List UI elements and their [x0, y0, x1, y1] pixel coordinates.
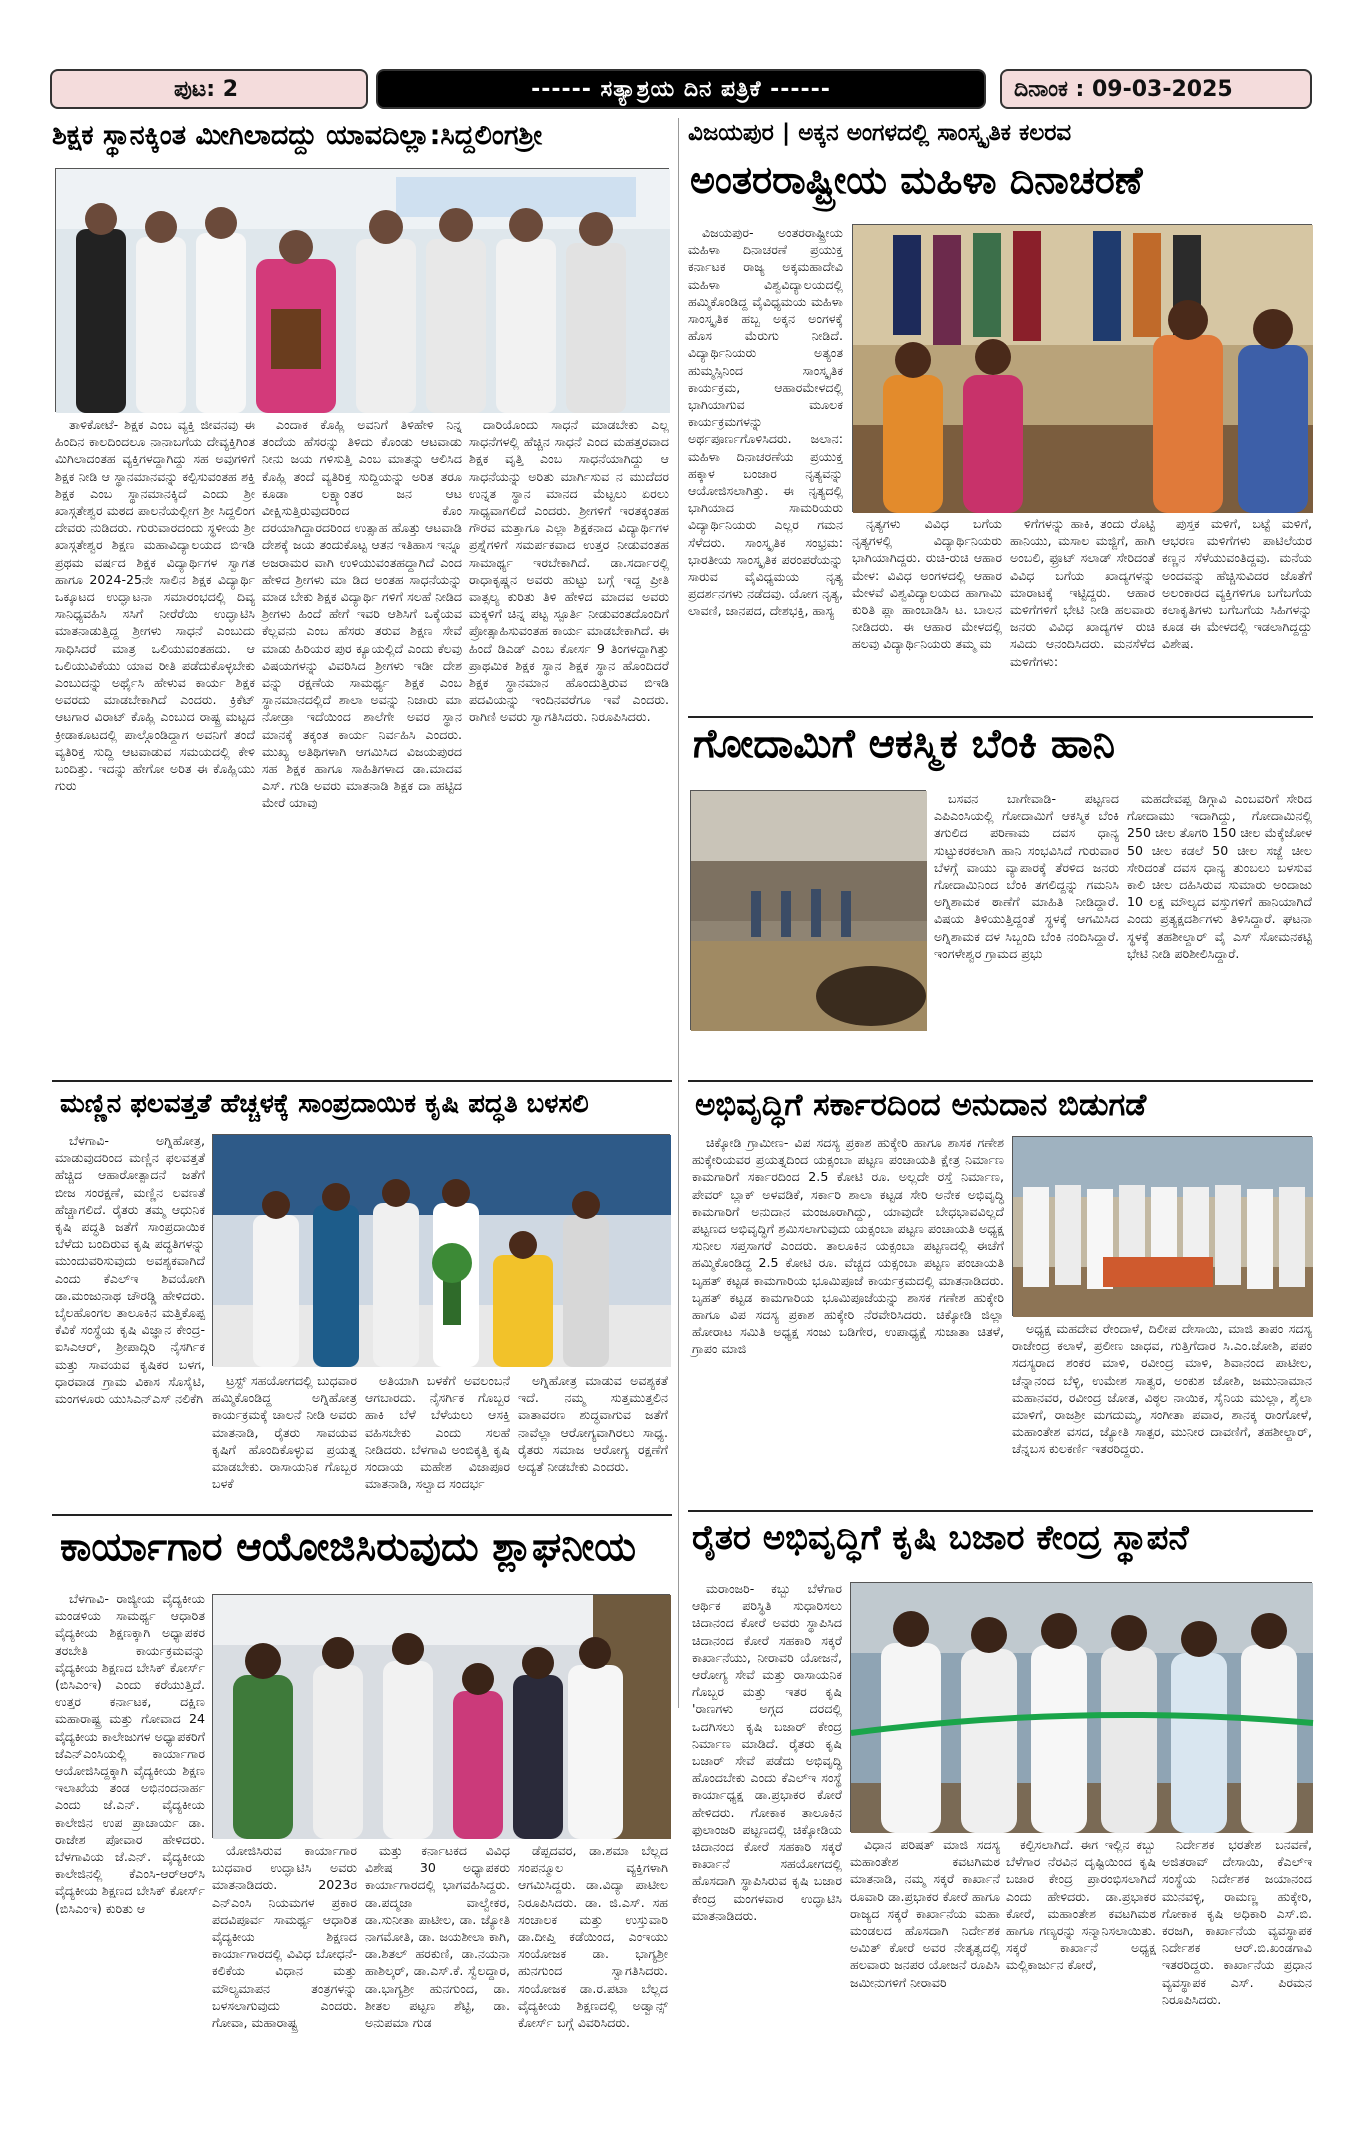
teacher-text-2: ಎಂದಾಕ ಕೊಹ್ಲಿ ಅವನಿಗೆ ತಿಳಿಹೇಳಿ ನಿನ್ನ ತಂದೆಯ ಹೆಸರನ್ನು ತಿಳಿದು ಕೊಂಡು ಆಟವಾಡು ನೀನು ಜಯ ಗಳಿಸುತ್ತಿ ಎಂಬ ಮಾತನ್ನು ಆಲಿಸಿದ ಕೊಹ್ಲಿ ತಂದೆ ವ್ಯತಿರಿಕ್ತ ಸುದ್ದಿಯನ್ನು ಅರಿತ ತರೂ ಕೂಡಾ ಲಕ್ಷ್ಯಾಂತರ ಜನ ಆಟ ವೀಕ್ಷಿಸುತ್ತಿರುವುದರಿಂದ ಕೊಂ ದರಯಾಗಿದ್ದಾರದರಿಂದ ಉತ್ಸಾಹ ಹೊತ್ತು ಆಟವಾಡಿ ದೇಶಕ್ಕೆ ಜಯ ತಂದುಕೊಟ್ಟ ಆತನ ಇತಿಹಾಸ ಇನ್ನೂ ಅಜರಾಮರ ವಾಗಿ ಉಳಿಯುವಂತಹದ್ದಾಗಿದೆ ಎಂದ ಹೇಳಿದ ಶ್ರೀಗಳು ಮಾ ಡಿದ ಅಂತಹ ಸಾಧನೆಯನ್ನು ಮಾಡ ಬೇಕು ಶಿಕ್ಷಕ ವಿದ್ಯಾರ್ಥಿ ಗಳಿಗೆ ಸಲಹೆ ನೀಡಿದ ಶ್ರೀಗಳು ಹಿಂದೆ ಹೇಗೆ ಇವರಿ ಆಶಿಸಿಗೆ ಒಕ್ಕೆಯವ ಕೆಲ್ಲವನು ಎಂಬ ಹೆಸರು ತರುವ ಶಿಕ್ಷಣ ಸೇವೆ ಮಾಡು ಹಿರಿಯರ ಪುರ ಕ್ಯೂಯಲ್ಲಿದೆ ಎಂದು ಕೆಲವು ವಿಷಯಗಳನ್ನು ವಿವರಿಸಿದ ಶ್ರೀಗಳು ಇಡೀ ದೇಶ ವನ್ನು ರಕ್ಷಣೆಯ ಸಾಮರ್ಥ್ಯ ಶಿಕ್ಷಕ ಎಂಬ ಸ್ಥಾನಮಾನದಲ್ಲಿದೆ ಶಾಲಾ ಅವನ್ನು ನಿಜಾರು ಮಾ ನೋಡ್ರಾ ಇದೆಯಿಂದ ಶಾಲೆಗೇ ಅವರ ಸ್ಥಾನ ಮಾನಕ್ಕೆ ತಕ್ಕಂತ ಕಾರ್ಯ ನಿರ್ವಹಿಸಿ ಎಂದರು. ಮುಖ್ಯ ಅತಿಥಿಗಳಾಗಿ ಆಗಮಿಸಿದ ವಿಜಯಪುರದ ಸಹ ಶಿಕ್ಷಕ ಹಾಗೂ ಸಾಹಿತಿಗಳಾದ ಡಾ.ಮಾದವ ಎಸ್. ಗುಡಿ ಅವರು ಮಾತನಾಡಿ ಶಿಕ್ಷಕ ದಾ ಹಟ್ಟಿದ ಮೇರೆ ಯಾವು	[262, 417, 462, 811]
soil-text-4: ಅಗ್ನಿಹೋತ್ರ ಮಾಡುವ ಅವಶ್ಯಕತೆ ಇದೆ. ನಮ್ಮ ಸುತ್ತಮುತ್ತಲಿನ ವಾತಾವರಣ ಶುದ್ಧವಾಗುವ ಜತೆಗೆ ನಾವೆಲ್ಲಾ ಆರೋಗ್ಯವಾಗಿರಲು ಸಾಧ್ಯ. ರೈತರು ಸಮಾಜ ಆರೋಗ್ಯ ರಕ್ಷಣೆಗೆ ಅದ್ಯತೆ ನೀಡಬೇಕು ಎಂದರು.	[518, 1373, 668, 1475]
godown-headline: ಗೋದಾಮಿಗೆ ಆಕಸ್ಮಿಕ ಬೆಂಕಿ ಹಾನಿ	[693, 721, 1116, 767]
page-number-box	[50, 69, 368, 109]
godown-col-2	[1127, 790, 1312, 1030]
farmers-text-1: ವಿಧಾನ ಪರಿಷತ್ ಮಾಜಿ ಸದಸ್ಯ ಮಹಾಂತೇಶ ಕವಟಗಿಮಠ ಮಾತನಾಡಿ, ನಮ್ಮ ಸಕ್ಕರೆ ಕಾರ್ಖಾನೆ ರೂವಾರಿ ಡಾ.ಪ್ರಭಾಕರ ಕೋರೆ ಹಾಗೂ ರಾಜ್ಯದ ಸಕ್ಕರೆ ಕಾರ್ಖಾನೆಯ ಮಹಾ ಮಂಡಲದ ಹೊಸದಾಗಿ ನಿರ್ದೇಶಕ ಅಮಿತ್ ಕೋರೆ ಅವರ ನೇತೃತ್ವದಲ್ಲಿ ಹಲವಾರು ಜನಪರ ಯೋಜನೆ ರೂಪಿಸಿ ಜಮೀನುಗಳಿಗೆ ನೀರಾವರಿ	[850, 1837, 1000, 1990]
teacher-text-1: ತಾಳಿಕೋಟೆ- ಶಿಕ್ಷಕ ಎಂಬ ವ್ಯಕ್ತಿ ಜೀವನವು ಈ ಹಿಂದಿನ ಕಾಲದಿಂದಲೂ ನಾನಾಬಗೆಯ ದೇವ್ಯಕ್ತಿಗಿಂತ ಮಿಗಿಲಾದಂತಹ ವ್ಯಕ್ತಿಗಳದ್ದಾಗಿದ್ದು ಸಹ ಅವುಗಳಿಗೆ ಶಿಕ್ಷಕ ನೀಡಿ ಆ ಸ್ಥಾನಮಾನವನ್ನು ಕಲ್ಪಿಸುವಂತಹ ಶಕ್ತಿ ಶಿಕ್ಷಕ ಎಂಬ ಸ್ಥಾನಮಾನಕ್ಕಿದೆ ಎಂದು ಶ್ರೀ ಖಾಸ್ಗತೇಶ್ವರ ಮಠದ ಪಾಲನೆಯಲ್ಲೀಗ ಶ್ರೀ ಸಿದ್ದಲಿಂಗ ದೇವರು ನುಡಿದರು. ಗುರುವಾರದಂದು ಸ್ಥಳೀಯ ಶ್ರೀ ಖಾಸ್ಗತೇಶ್ವರ ಶಿಕ್ಷಣ ಮಹಾವಿದ್ಯಾಲಯದ ಬಿಇಡಿ ಪ್ರಥಮ ವರ್ಷದ ಶಿಕ್ಷಕ ವಿದ್ಯಾರ್ಥಿಗಳ ಸ್ವಾಗತ ಹಾಗೂ 2024-25ನೇ ಸಾಲಿನ ಶಿಕ್ಷಕ ವಿದ್ಯಾರ್ಥಿ ಒಕ್ಕೂಟದ ಉದ್ಘಾಟನಾ ಸಮಾರಂಭದಲ್ಲಿ ದಿವ್ಯ ಸಾನಿಧ್ಯವಹಿಸಿ ಸಸಿಗೆ ನೀರೆರೆಯಿ ಉದ್ಘಾಟಿಸಿ ಮಾತನಾಡುತ್ತಿದ್ದ ಶ್ರೀಗಳು ಸಾಧನೆ ಎಂಬುದು ಸಾಧಿಸಿದರೆ ಮಾತ್ರ ಒಲಿಯುವಂತಹದು. ಆ ಒಲಿಯುವಿಕೆಯು ಯಾವ ರೀತಿ ಪಡೆದುಕೊಳ್ಳಬೇಕು ಎಂಬುದನ್ನು ಅರ್ಥೈಸಿ ಹೇಳುವ ಕಾರ್ಯ ಶಿಕ್ಷಕ ಅವರದು ಮಾಡಬೇಕಾಗಿದೆ ಎಂದರು. ಕ್ರಿಕೆಟ್ ಆಟಗಾರ ವಿರಾಟ್ ಕೊಹ್ಲಿ ಎಂಬುದ ರಾಷ್ಟ್ರ ಮಟ್ಟದ ಕ್ರೀಡಾಕೂಟದಲ್ಲಿ ಪಾಲ್ಗೊಂಡಿದ್ದಾಗ ಅವನಿಗೆ ತಂದೆ ವ್ಯತಿರಿಕ್ತ ಸುದ್ದಿ ಆಟವಾಡುವ ಸಮಯದಲ್ಲಿ ಕೇಳಿ ಬಂದಿತ್ತು. ಇದನ್ನು ಹೇಗೋ ಅರಿತ ಈ ಕೊಹ್ಲಿಯು ಗುರು	[55, 417, 255, 794]
page-number: ಪುಟ: 2	[174, 76, 239, 102]
date-label: ದಿನಾಂಕ : 09-03-2025	[1014, 76, 1233, 102]
workshop-text-4: ಡೆಪ್ಪದವರ, ಡಾ.ಶಮಾ ಬೆಲ್ಲದ ಸಂಪನ್ಮೂಲ ವ್ಯಕ್ತಿಗಳಾಗಿ ಆಗಮಿಸಿದ್ದರು. ಡಾ.ವಿದ್ಯಾ ಪಾಟೀಲ ನಿರೂಪಿಸಿದರು. ಡಾ. ಜಿ.ಎಸ್. ಸಹ ಸಂಚಾಲಕ ಮತ್ತು ಉಸ್ತುವಾರಿ ಡಾ.ದೀಪ್ತಿ ಕಡೆಯಿಂದ, ಎಂಇಯು ಸಂಯೋಜಕ ಡಾ. ಭಾಗ್ಯಶ್ರೀ ಹುನಗುಂದ ಸ್ವಾಗತಿಸಿದರು. ಸಂಯೋಜಕ ಡಾ.ರ.ಪಟಾ ಬೆಲ್ಲದ ವೈದ್ಯಕೀಯ ಶಿಕ್ಷಣದಲ್ಲಿ ಅಡ್ವಾನ್ಸ್ ಕೋರ್ಸ್ ಬಗ್ಗೆ ವಿವರಿಸಿದರು.	[518, 1843, 668, 2031]
godown-text-2: ಮಹದೇವಪ್ಪ ಡಿಗ್ಗಾವಿ ಎಂಬವರಿಗೆ ಸೇರಿದ ಗೋದಾಮು ಇದಾಗಿದ್ದು, ಗೋದಾಮಿನಲ್ಲಿ 250 ಚೀಲ ತೊಗರಿ 150 ಚೀಲ ಮೆಕ್ಕೆಜೋಳ 50 ಚೀಲ ಕಡಲೆ 50 ಚೀಲ ಸಜ್ಜೆ ಚೀಲ ಸೇರಿದಂತೆ ದವಸ ಧಾನ್ಯ ತುಂಬಲು ಬಳಸುವ ಕಾಲಿ ಚೀಲ ದಹಿಸಿರುವ ಸುಮಾರು ಅಂದಾಜು 10 ಲಕ್ಷ ಮೌಲ್ಯದ ವಸ್ತುಗಳಿಗೆ ಹಾನಿಯಾಗಿದೆ ಎಂದು ಪ್ರತ್ಯಕ್ಷದರ್ಶಿಗಳು ತಿಳಿಸಿದ್ದಾರೆ. ಘಟನಾ ಸ್ಥಳಕ್ಕೆ ತಹಶೀಲ್ದಾರ್ ವೈ ಎಸ್ ಸೋಮನಕಟ್ಟಿ ಭೇಟಿ ನೀಡಿ ಪರಿಶೀಲಿಸಿದ್ದಾರೆ.	[1127, 791, 1312, 961]
akkana-text-cap1: ನೃತ್ಯಗಳು ವಿವಿಧ ಬಗೆಯ ನೃತ್ಯಗಳಲ್ಲಿ ವಿದ್ಯಾರ್ಥಿನಿಯರು ಭಾಗಿಯಾಗಿದ್ದರು. ರುಚಿ-ರುಚಿ ಆಹಾರ ಮೇಳ: ವಿವಿಧ ಅಂಗಳದಲ್ಲಿ ಆಹಾರ ಮೇಳವೆ ವಿಶ್ವವಿದ್ಯಾಲಯದ ಹಾಗಾಮಿ ಕುರಿತಿ ಪ್ಲಾ ಹಾಂಬಾಡಿಸಿ ಟ. ಬಾಲನ ನೀಡಿದರು. ಈ ಆಹಾರ ಮೇಳದಲ್ಲಿ ಹಲವು ವಿದ್ಯಾರ್ಥಿನಿಯರು ತಮ್ಮ ಮ	[852, 516, 1002, 652]
soil-photo	[212, 1134, 670, 1366]
farmers-col-2	[1006, 1836, 1156, 2106]
column-divider	[678, 118, 679, 1708]
workshop-headline: ಕಾರ್ಯಾಗಾರ ಆಯೋಜಿಸಿರುವುದು ಶ್ಲಾಘನೀಯ	[60, 1525, 636, 1570]
akkana-caption-mid2	[852, 515, 1002, 715]
workshop-col-1	[55, 1590, 205, 2105]
workshop-text-2: ಯೋಜಿಸಿರುವ ಕಾರ್ಯಾಗಾರ ಬುಧವಾರ ಉದ್ಘಾಟಿಸಿ ಅವರು ಮಾತನಾಡಿದರು. 2023ರ ಎನ್‌ಎಂಸಿ ನಿಯಮಗಳ ಪ್ರಕಾರ ಪದವಿಪೂರ್ವ ಸಾಮರ್ಥ್ಯ ಆಧಾರಿತ ವೈದ್ಯಕೀಯ ಶಿಕ್ಷಣದ ಕಾರ್ಯಾಗಾರದಲ್ಲಿ ವಿವಿಧ ಬೋಧನೆ-ಕಲಿಕೆಯ ವಿಧಾನ ಮತ್ತು ಮೌಲ್ಯಮಾಪನ ತಂತ್ರಗಳನ್ನು ಬಳಸಲಾಗುವುದು ಎಂದರು. ಗೋವಾ, ಮಹಾರಾಷ್ಟ್ರ	[212, 1843, 357, 2031]
grant-col-1	[692, 1134, 1004, 1486]
akkana-col-mid	[688, 224, 843, 619]
workshop-col-4	[518, 1842, 668, 2105]
farmers-text-left: ಮರಾಂಜರಿ- ಕಬ್ಬು ಬೆಳೆಗಾರ ಆರ್ಥಿಕ ಪರಿಸ್ಥಿತಿ ಸುಧಾರಿಸಲು ಚಿದಾನಂದ ಕೋರೆ ಅವರು ಸ್ಥಾಪಿಸಿದ ಚಿದಾನಂದ ಕೋರೆ ಸಹಕಾರಿ ಸಕ್ಕರೆ ಕಾರ್ಖಾನೆಯು, ನೀರಾವರಿ ಯೋಜನೆ, ಆರೋಗ್ಯ ಸೇವೆ ಮತ್ತು ರಾಸಾಯನಿಕ ಗೊಬ್ಬರ ಮತ್ತು ಇತರ ಕೃಷಿ 'ರಾಣಗಳು ಅಗ್ಗದ ದರದಲ್ಲಿ ಒದಗಿಸಲು ಕೃಷಿ ಬಜಾರ್ ಕೇಂದ್ರ ನಿರ್ಮಾಣ ಮಾಡಿದೆ. ರೈತರು ಕೃಷಿ ಬಜಾರ್ ಸೇವೆ ಪಡೆದು ಅಭಿವೃದ್ಧಿ ಹೊಂದಬೇಕು ಎಂದು ಕೆಎಲ್‌ಇ ಸಂಸ್ಥೆ ಕಾರ್ಯಾಧ್ಯಕ್ಷ ಡಾ.ಪ್ರಭಾಕರ ಕೋರೆ ಹೇಳಿದರು. ಗೋಕಾಕ ತಾಲೂಕಿನ ಫುಲಾಂಜರಿ ಪಟ್ಟಣದಲ್ಲಿ ಚಿಕ್ಕೋಡಿಯ ಚಿದಾನಂದ ಕೋರೆ ಸಹಕಾರಿ ಸಕ್ಕರೆ ಕಾರ್ಖಾನೆ ಸಹಯೋಗದಲ್ಲಿ ಹೊಸದಾಗಿ ಸ್ಥಾಪಿಸಿರುವ ಕೃಷಿ ಬಜಾರ ಕೇಂದ್ರ ಮಂಗಳವಾರ ಉದ್ಘಾಟಿಸಿ ಮಾತನಾಡಿದರು.	[692, 1581, 842, 1923]
divider-left-1	[52, 1080, 672, 1082]
soil-text-1: ಬೆಳಗಾವಿ- ಅಗ್ನಿಹೋತ್ರ, ಮಾಡುವುದರಿಂದ ಮಣ್ಣಿನ ಫಲವತ್ತತೆ ಹೆಚ್ಚಿದ ಆಹಾರೋತ್ಪಾದನೆ ಜತೆಗೆ ಬೀಜ ಸಂರಕ್ಷಣೆ, ಮಣ್ಣಿನ ಲವಣತೆ ಹೆಚ್ಚಾಗಲಿದೆ. ರೈತರು ತಮ್ಮ ಆಧುನಿಕ ಕೃಷಿ ಪದ್ಧತಿ ಜತೆಗೆ ಸಾಂಪ್ರದಾಯಿಕ ಬೆಳೆದು ಬಂದಿರುವ ಕೃಷಿ ಪದ್ಧತಿಗಳನ್ನು ಮುಂದುವರಿಸುವುದು ಅವಶ್ಯಕವಾಗಿದೆ ಎಂದು ಕೆಎಲ್‌ಇ ಶಿವಯೋಗಿ ಡಾ.ಮಂಜುನಾಥ ಚೌರಡ್ಡಿ ಹೇಳಿದರು. ಬೈಲಹೊಂಗಲ ತಾಲೂಕಿನ ಮತ್ತಿಕೊಪ್ಪ ಕೆವಿಕೆ ಸಂಸ್ಥೆಯ ಕೃಷಿ ವಿಜ್ಞಾನ ಕೇಂದ್ರ-ಐಸಿಎಆರ್, ಶ್ರೀಪಾದ್ಗಿರಿ ನೈಸರ್ಗಿಕ ಮತ್ತು ಸಾವಯವ ಕೃಷಿಕರ ಬಳಗ, ಧಾರವಾಡ ಗ್ರಾಮ ವಿಕಾಸ ಸೊಸೈಟಿ, ಮಂಗಳೂರು ಯುಸಿಎನ್ಎಸ್ ನಲಿಕೆಗಿ	[55, 1133, 205, 1407]
date-box	[1000, 69, 1312, 109]
teacher-col-3	[469, 416, 669, 1048]
grant-text-2: ಅಧ್ಯಕ್ಷ ಮಹದೇವ ರೇಂದಾಳೆ, ದಿಲೀಪ ದೇಸಾಯಿ, ಮಾಜಿ ತಾಪಂ ಸದಸ್ಯ ರಾಜೇಂದ್ರ ಕಲಾಳೆ, ಪ್ರಲೀಣ ಜಾಧವ, ಗುತ್ತಿಗೆದಾರ ಸಿ.ಎಂ.ಜೋಶಿ, ಪಪಂ ಸದಸ್ಯರಾದ ಶಂಕರ ಮಾಳಿ, ರವೀಂದ್ರ ಮಾಳಿ, ಶಿವಾನಂದ ಪಾಟೀಲ, ಚೆನ್ನಾನಂದ ಬೆಳ್ಳಿ, ಉಮೇಶ ಸಾತ್ವರ, ಅಂಕುಶ ಜೋಶಿ, ಜಮುನಾಮಾನ ಮಹಾನವರ, ರವೀಂದ್ರ ಜೋತ, ವಿಠ್ಠಲ ನಾಯಿಕ, ಸೈನಿಯ ಮುಲ್ಲಾ, ಶೈಲಾ ಮಾಳಿಗೆ, ರಾಜಶ್ರೀ ಮಗದುಮ್ಮ, ಸಂಗೀತಾ ಪವಾರ, ಶಾನಕ್ಕ ರಾಂಗೋಳೆ, ಮಹಾಂತೇಶ ವಸದ, ಜ್ಯೋತಿ ಸಾತ್ಪರ, ಮುನೀರ ದಾವಣಿಗೆ, ತಹಶೀಲ್ದಾರ್, ಚೆನ್ನಬಸ ಕುಲಕರ್ಣಿ ಇತರರಿದ್ದರು.	[1012, 1321, 1312, 1457]
soil-col-3	[365, 1372, 510, 1492]
godown-text-1: ಬಸವನ ಬಾಗೇವಾಡಿ- ಪಟ್ಟಣದ ಎಪಿಎಂಸಿಯಲ್ಲಿ ಗೋದಾಮಿಗೆ ಆಕಸ್ಮಿಕ ಬೆಂಕಿ ತಗುಲಿದ ಪರಿಣಾಮ ದವಸ ಧಾನ್ಯ ಸುಟ್ಟುಕರಕಲಾಗಿ ಹಾನಿ ಸಂಭವಿಸಿದೆ ಗುರುವಾರ ಬೆಳಗ್ಗೆ ವಾಯು ವ್ಯಾಪಾರಕ್ಕೆ ತೆರಳಿದ ಜನರು ಗೋದಾಮಿನಿಂದ ಬೆಂಕಿ ತಗಲಿದ್ದನ್ನು ಗಮನಿಸಿ ಅಗ್ನಿಶಾಮಕ ಠಾಣೆಗೆ ಮಾಹಿತಿ ನೀಡಿದ್ದಾರೆ. ವಿಷಯ ತಿಳಿಯುತ್ತಿದ್ದಂತೆ ಸ್ಥಳಕ್ಕೆ ಆಗಮಿಸಿದ ಅಗ್ನಿಶಾಮಕ ದಳ ಸಿಬ್ಬಂದಿ ಬೆಂಕಿ ನಂದಿಸಿದ್ದಾರೆ. ಇಂಗಳೇಶ್ವರ ಗ್ರಾಮದ ಪ್ರಭು	[934, 791, 1119, 961]
grant-text-1: ಚಿಕ್ಕೋಡಿ ಗ್ರಾಮೀಣ- ವಿಪ ಸದಸ್ಯ ಪ್ರಕಾಶ ಹುಕ್ಕೇರಿ ಹಾಗೂ ಶಾಸಕ ಗಣೇಶ ಹುಕ್ಕೇರಿಯವರ ಪ್ರಯತ್ನದಿಂದ ಯಕ್ಸಂಬಾ ಪಟ್ಟಣ ಪಂಚಾಯತಿ ಕ್ಷೇತ್ರ ನಿರ್ಮಾಣ ಕಾಮಗಾರಿಗೆ ಸರ್ಕಾರದಿಂದ 2.5 ಕೋಟಿ ರೂ. ಅಲ್ಲದೇ ರಸ್ತೆ ನಿರ್ಮಾಣ, ಪೇವರ್ ಬ್ಲಾಕ್ ಅಳವಡಿಕೆ, ಸರ್ಕಾರಿ ಶಾಲಾ ಕಟ್ಟಡ ಸೇರಿ ಅನೇಕ ಅಭಿವೃದ್ಧಿ ಕಾಮಗಾರಿಗೆ ಅನುದಾನ ಮಂಜೂರಾಗಿದ್ದು, ಯಾವುದೇ ಬೇಧಭಾವವಿಲ್ಲದೆ ಪಟ್ಟಣದ ಅಭಿವೃದ್ಧಿಗೆ ಶ್ರಮಿಸಲಾಗುವುದು ಯಕ್ಸಂಬಾ ಪಟ್ಟಣ ಪಂಚಾಯತಿ ಅಧ್ಯಕ್ಷ ಸುನೀಲ ಸಪ್ತಸಾಗರೆ ಎಂದರು. ತಾಲೂಕಿನ ಯಕ್ಸಂಬಾ ಪಟ್ಟಣದಲ್ಲಿ ಈಚೆಗೆ ಹಮ್ಮಿಕೊಂಡಿದ್ದ 2.5 ಕೋಟಿ ರೂ. ವೆಚ್ಚದ ಯಕ್ಸಂಬಾ ಪಟ್ಟಣ ಪಂಚಾಯತಿ ಬೃಹತ್ ಕಟ್ಟಡ ಕಾಮಗಾರಿಯ ಭೂಮಿಪೂಜೆ ಕಾರ್ಯಕ್ರಮದಲ್ಲಿ ಮಾತನಾಡಿದರು. ಬೃಹತ್ ಕಟ್ಟಡ ಕಾಮಗಾರಿಯ ಭೂಮಿಪೂಜೆಯನ್ನು ಶಾಸಕ ಗಣೇಶ ಹುಕ್ಕೇರಿ ಹಾಗೂ ವಿಪ ಸದಸ್ಯ ಪ್ರಕಾಶ ಹುಕ್ಕೇರಿ ನೆರವೇರಿಸಿದರು. ಚಿಕ್ಕೋಡಿ ಜಿಲ್ಲಾ ಹೋರಾಟ ಸಮಿತಿ ಅಧ್ಯಕ್ಷ ಸಂಜು ಬಡಿಗೇರ, ಉಪಾಧ್ಯಕ್ಷೆ ಸುಜಾತಾ ಚಿತಳೆ, ಗ್ರಾಪಂ ಮಾಜಿ	[692, 1135, 1004, 1357]
akkana-photo	[852, 224, 1312, 512]
soil-col-4	[518, 1372, 668, 1477]
godown-col-1	[934, 790, 1119, 1030]
divider-left-2	[52, 1514, 672, 1516]
grant-col-2	[1012, 1320, 1312, 1488]
paper-name: ------ ಸತ್ಯಾಶ್ರಯ ದಿನ ಪತ್ರಿಕೆ ------	[531, 76, 831, 102]
soil-headline: ಮಣ್ಣಿನ ಫಲವತ್ತತೆ ಹೆಚ್ಚಳಕ್ಕೆ ಸಾಂಪ್ರದಾಯಿಕ ಕೃಷಿ ಪದ್ಧತಿ ಬಳಸಲಿ	[60, 1089, 589, 1119]
workshop-photo	[212, 1594, 670, 1838]
akkana-caption-right1	[1010, 515, 1155, 715]
akkana-text-mid: ವಿಜಯಪುರ- ಅಂತರರಾಷ್ಟ್ರೀಯ ಮಹಿಳಾ ದಿನಾಚರಣೆ ಪ್ರಯುಕ್ತ ಕರ್ನಾಟಕ ರಾಜ್ಯ ಅಕ್ಕಮಹಾದೇವಿ ಮಹಿಳಾ ವಿಶ್ವವಿದ್ಯಾಲಯದಲ್ಲಿ ಹಮ್ಮಿಕೊಂಡಿದ್ದ ವೈವಿಧ್ಯಮಯ ಮಹಿಳಾ ಸಾಂಸ್ಕೃತಿಕ ಹಬ್ಬ ಅಕ್ಕನ ಅಂಗಳಕ್ಕೆ ಹೊಸ ಮೆರುಗು ನೀಡಿದೆ. ವಿದ್ಯಾರ್ಥಿನಿಯರು ಅತ್ಯಂತ ಹುಮ್ಮಸ್ಸಿನಿಂದ ಸಾಂಸ್ಕೃತಿಕ ಕಾರ್ಯಕ್ರಮ, ಆಹಾರಮೇಳದಲ್ಲಿ ಭಾಗಿಯಾಗುವ ಮೂಲಕ ಕಾರ್ಯಕ್ರಮಗಳನ್ನು ಅರ್ಥಪೂರ್ಣಗೊಳಿಸಿದರು. ಜಲಾನ: ಮಹಿಳಾ ದಿನಾಚರಣೆಯ ಪ್ರಯುಕ್ತ ಹಕ್ಕಾಳ ಬಂಜಾರ ನೃತ್ಯವನ್ನು ಆಯೋಜಿಸಲಾಗಿತ್ತು. ಈ ನೃತ್ಯದಲ್ಲಿ ಭಾಗಿಯಾದ ಸಾಮರಿಯರು ವಿದ್ಯಾರ್ಥಿನಿಯರು ಎಲ್ಲರ ಗಮನ ಸೆಳೆದರು. ಸಾಂಸ್ಕೃತಿಕ ಸಂಭ್ರಮ: ಭಾರತೀಯ ಸಾಂಸ್ಕೃತಿಕ ಪರಂಪರೆಯನ್ನು ಸಾರುವ ವೈವಿಧ್ಯಮಯ ನೃತ್ಯ ಪ್ರದರ್ಶನಗಳು ನಡೆದವು. ಯೋಗ ನೃತ್ಯ, ಲಾವಣಿ, ಜಾನಪದ, ದೇಶಭಕ್ತಿ, ಹಾಸ್ಯ	[688, 225, 843, 619]
masthead	[376, 69, 986, 109]
soil-text-3: ಅತಿಯಾಗಿ ಬಳಕೆಗೆ ಅವಲಂಬನೆ ಆಗಬಾರದು. ನೈಸರ್ಗಿಕ ಗೊಬ್ಬರ ಹಾಕಿ ಬೆಳೆ ಬೆಳೆಯಲು ಆಸಕ್ತಿ ವಹಿಸಬೇಕು ಎಂದು ಸಲಹೆ ನೀಡಿದರು. ಬೆಳಗಾವಿ ಅಂಬಿಕ್ಕತ್ತಿ ಕೃಷಿ ಸಂದಾಯ ಮಹೇಶ ವಿಜಾಪೂರ ಮಾತನಾಡಿ, ಸಲ್ವಾದ ಸಂದರ್ಭ	[365, 1373, 510, 1492]
teacher-text-3: ದಾರಿಯೊಂದು ಸಾಧನೆ ಮಾಡಬೇಕು ಎಲ್ಲ ಸಾಧನೆಗಳಲ್ಲಿ ಹೆಚ್ಚಿನ ಸಾಧನೆ ಎಂದ ಮಹತ್ತರವಾದ ಶಿಕ್ಷಕ ವೃತ್ತಿ ಎಂಬ ಸಾಧನೆಯಾಗಿದ್ದು ಆ ಸಾಧನೆಯನ್ನು ಅರಿತು ಮಾರ್ಗಿಸುವ ನ ಮುದೆದರ ಉನ್ನತ ಸ್ಥಾನ ಮಾನದ ಮೆಟ್ಟಲು ಏರಲು ಸಾಧ್ಯವಾಗಲಿದೆ ಎಂದರು. ಶ್ರೀಗಳಿಗೆ ಇರತಕ್ಕಂತಹ ಗೌರವ ಮತ್ತಾಗೂ ಎಲ್ಲಾ ಶಿಕ್ಷಕನಾದ ವಿದ್ಯಾರ್ಥಿಗಳ ಪ್ರಶ್ನೆಗಳಿಗೆ ಸಮರ್ಪಕವಾದ ಉತ್ತರ ನೀಡುವಂತಹ ಸಾಮಾರ್ಥ್ಯ ಇರಬೇಕಾಗಿದೆ. ಡಾ.ಸರ್ದಾರಲ್ಲಿ ರಾಧಾಕೃಷ್ಣನ ಅವರು ಹುಟ್ಟು ಬಗ್ಗೆ ಇದ್ದ ಪ್ರೀತಿ ವಾತ್ಸಲ್ಯ ಕುರಿತು ತಿಳಿ ಹೇಳಿದ ಮಾದವ ಅವರು ಮಕ್ಕಳಿಗೆ ಚಿನ್ನ ಪಟ್ಟ ಸ್ಪೂರ್ತಿ ನೀಡುವಂತದೊಂದಿಗೆ ಪ್ರೋತ್ಸಾಹಿಸುವಂತಹ ಕಾರ್ಯ ಮಾಡಬೇಕಾಗಿದೆ. ಈ ಹಿಂದೆ ಡಿಎಡ್ ಎಂಬ ಕೋರ್ಸ 9 ತಿಂಗಳದ್ದಾಗಿತ್ತು ಪ್ರಾಥಮಿಕ ಶಿಕ್ಷಕ ಸ್ಥಾನ ಶಿಕ್ಷಕ ಸ್ಥಾನ ಹೊಂದಿದರೆ ಶಿಕ್ಷಕ ಸ್ಥಾನಮಾನ ಹೊಂದುತ್ತಿರುವ ಬಿಇಡಿ ಪದವಿಯನ್ನು ಇಂದಿನವರೆಗೂ ಇವೆ ಎಂದರು. ರಾಗಿಣಿ ಅವರು ಸ್ವಾಗತಿಸಿದರು. ನಿರೂಪಿಸಿದರು.	[469, 417, 669, 725]
workshop-col-2	[212, 1842, 357, 2105]
farmers-photo	[850, 1582, 1312, 1832]
farmers-text-3: ನಿರ್ದೇಶಕ ಭರತೇಶ ಬನವಣೆ, ಅಜಿತರಾವ್ ದೇಸಾಯಿ, ಕೆಎಲ್‌ಇ ಸಂಸ್ಥೆಯ ನಿರ್ದೇಶಕ ಜಯಾನಂದ ಮುನವಳ್ಳಿ, ರಾಮಣ್ಣ ಹುಕ್ಕೇರಿ, ಗೋಕಾಕ ಕೃಷಿ ಅಧಿಕಾರಿ ಎಸ್.ಬಿ. ಕರಜಗಿ, ಕಾರ್ಖಾನೆಯ ವ್ಯವಸ್ಥಾಪಕ ನಿರ್ದೇಶಕ ಆರ್.ಬಿ.ಖಂಡಗಾವಿ ಇತರರಿದ್ದರು. ಕಾರ್ಖಾನೆಯ ಪ್ರಧಾನ ವ್ಯವಸ್ಥಾಪಕ ಎಸ್. ಪಿರಮನ ನಿರೂಪಿಸಿದರು.	[1162, 1837, 1312, 2007]
workshop-text-3: ಮತ್ತು ಕರ್ನಾಟಕದ ವಿವಿಧ ವಿಶೇಷ 30 ಅಧ್ಯಾಪಕರು ಕಾರ್ಯಾಗಾರದಲ್ಲಿ ಭಾಗವಹಿಸಿದ್ದರು. ಡಾ.ಪದ್ಮಜಾ ವಾಲ್ವೇಕರ, ಡಾ.ಸುನೀತಾ ಪಾಟೀಲ, ಡಾ. ಜ್ಯೋತಿ ನಾಗಮೋತಿ, ಡಾ. ಜಯಶೀಲಾ ಕಾಗಿ, ಡಾ.ಶಿತಲ್ ಹರಕುಣಿ, ಡಾ.ನಯನಾ ಹಾಶಿಲ್ಕರ್, ಡಾ.ಎಸ್.ಕೆ. ಸ್ವೆಲದ್ದಾರ, ಡಾ.ಭಾಗ್ಯಶ್ರೀ ಹುನಗುಂದ, ಡಾ. ಶೀತಲ ಪಟ್ಟಣ ಶೆಟ್ಟಿ, ಡಾ. ಅನುಪಮಾ ಗುಡ	[365, 1843, 510, 2031]
teacher-col-1	[55, 416, 255, 1048]
workshop-col-3	[365, 1842, 510, 2105]
grant-headline: ಅಭಿವೃದ್ಧಿಗೆ ಸರ್ಕಾರದಿಂದ ಅನುದಾನ ಬಿಡುಗಡೆ	[695, 1087, 1147, 1123]
divider-right-2	[688, 1080, 1313, 1082]
farmers-headline: ರೈತರ ಅಭಿವೃದ್ಧಿಗೆ ಕೃಷಿ ಬಜಾರ ಕೇಂದ್ರ ಸ್ಥಾಪನೆ	[692, 1518, 1189, 1558]
grant-photo	[1012, 1136, 1312, 1316]
farmers-col-3	[1162, 1836, 1312, 2106]
teacher-col-2	[262, 416, 462, 1048]
akkana-headline: ಅಂತರರಾಷ್ಟ್ರೀಯ ಮಹಿಳಾ ದಿನಾಚರಣೆ	[690, 158, 1143, 202]
workshop-text-1: ಬೆಳಗಾವಿ- ರಾಜ್ಯೀಯ ವೈದ್ಯಕೀಯ ಮಂಡಳಿಯ ಸಾಮರ್ಥ್ಯ ಆಧಾರಿತ ವೈದ್ಯಕೀಯ ಶಿಕ್ಷಣಕ್ಕಾಗಿ ಅಧ್ಯಾಪಕರ ತರಬೇತಿ ಕಾರ್ಯಕ್ರಮವನ್ನು ವೈದ್ಯಕೀಯ ಶಿಕ್ಷಣದ ಬೇಸಿಕ್ ಕೋರ್ಸ್ (ಬಿಸಿಎಂಇ) ಎಂದು ಕರೆಯುತ್ತಿದೆ. ಉತ್ತರ ಕರ್ನಾಟಕ, ದಕ್ಷಿಣ ಮಹಾರಾಷ್ಟ್ರ ಮತ್ತು ಗೋವಾದ 24 ವೈದ್ಯಕೀಯ ಕಾಲೇಜುಗಳ ಅಧ್ಯಾಪಕರಿಗೆ ಜೆಎನ್‌ಎಂಸಿಯಲ್ಲಿ ಕಾರ್ಯಾಗಾರ ಆಯೋಜಿಸಿದ್ದಕ್ಕಾಗಿ ವೈದ್ಯಕೀಯ ಶಿಕ್ಷಣ ಇಲಾಖೆಯ ತಂಡ ಅಭಿನಂದನಾರ್ಹ ಎಂದು ಜೆ.ಎನ್. ವೈದ್ಯಕೀಯ ಕಾಲೇಜಿನ ಉಪ ಪ್ರಾಚಾರ್ಯ ಡಾ. ರಾಜೇಶ ಪೋವಾರ ಹೇಳಿದರು. ಬೆಳಗಾವಿಯ ಜೆ.ಎನ್. ವೈದ್ಯಕೀಯ ಕಾಲೇಜಿನಲ್ಲಿ ಕೆಎಂಸಿ-ಆರ್‌ಆರ್‌ಸಿ ವೈದ್ಯಕೀಯ ಶಿಕ್ಷಣದ ಬೇಸಿಕ್ ಕೋರ್ಸ್ (ಬಿಸಿಎಂಇ) ಕುರಿತು ಆ	[55, 1591, 205, 1916]
soil-text-2: ಟ್ರಸ್ಟ್ ಸಹಯೋಗದಲ್ಲಿ ಬುಧವಾರ ಹಮ್ಮಿಕೊಂಡಿದ್ದ ಅಗ್ನಿಹೋತ್ರ ಕಾರ್ಯಕ್ರಮಕ್ಕೆ ಚಾಲನೆ ನೀಡಿ ಅವರು ಮಾತನಾಡಿ, ರೈತರು ಸಾವಯವ ಕೃಷಿಗೆ ಹೊಂದಿಕೊಳ್ಳುವ ಪ್ರಯತ್ನ ಮಾಡಬೇಕು. ರಾಸಾಯನಿಕ ಗೊಬ್ಬರ ಬಳಕೆ	[212, 1373, 357, 1492]
divider-right-1	[688, 716, 1313, 718]
teacher-headline: ಶಿಕ್ಷಕ ಸ್ಥಾನಕ್ಕಿಂತ ಮೀಗಿಲಾದದ್ದು ಯಾವದಿಲ್ಲಾ:ಸಿದ್ದಲಿಂಗಶ್ರೀ	[52, 120, 543, 151]
soil-col-2	[212, 1372, 357, 1492]
akkana-caption-right2	[1162, 515, 1312, 715]
teacher-photo	[55, 168, 669, 412]
divider-right-3	[688, 1510, 1313, 1512]
farmers-text-2: ಕಲ್ಪಿಸಲಾಗಿದೆ. ಈಗ ಇಲ್ಲಿನ ಕಬ್ಬು ಬೆಳೆಗಾರ ನೆರವಿನ ದೃಷ್ಟಿಯಿಂದ ಕೃಷಿ ಬಜಾರ ಕೇಂದ್ರ ಪ್ರಾರಂಭಿಸಲಾಗಿದೆ ಎಂದು ಹೇಳಿದರು. ಡಾ.ಪ್ರಭಾಕರ ಕೋರೆ, ಮಹಾಂತೇಶ ಕವಟಗಿಮಠ ಹಾಗೂ ಗಣ್ಯರನ್ನು ಸನ್ಮಾನಿಸಲಾಯಿತು. ಸಕ್ಕರೆ ಕಾರ್ಖಾನೆ ಅಧ್ಯಕ್ಷ ಮಲ್ಲಿಕಾರ್ಜುನ ಕೋರೆ,	[1006, 1837, 1156, 1973]
akkana-text-cap2: ಳಿಗೆಗಳನ್ನು ಹಾಕಿ, ತಂದು ರೊಟ್ಟಿ ಹಾನಿಯು, ಮಸಾಲ ಮಜ್ಜಿಗೆ, ಹಾಗಿ ಅಂಬಲಿ, ಫ್ರೂಟ್ ಸಲಾಡ್ ಸೇರಿದಂತೆ ವಿವಿಧ ಬಗೆಯ ಖಾದ್ಯಗಳನ್ನು ಮಾರಾಟಕ್ಕೆ ಇಟ್ಟಿದ್ದರು. ಆಹಾರ ಮಳಿಗೆಗಳಿಗೆ ಭೇಟಿ ನೀಡಿ ಹಲವಾರು ಜನರು ವಿವಿಧ ಖಾದ್ಯಗಳ ರುಚಿ ಸವಿದು ಆನಂದಿಸಿದರು. ಮನಸೆಳೆದ ಮಳಿಗೆಗಳು:	[1010, 516, 1155, 669]
soil-col-1	[55, 1132, 205, 1477]
godown-photo	[690, 790, 926, 1030]
farmers-col-left	[692, 1580, 842, 2105]
akkana-kicker: ವಿಜಯಪುರ | ಅಕ್ಕನ ಅಂಗಳದಲ್ಲಿ ಸಾಂಸ್ಕೃತಿಕ ಕಲರವ	[688, 120, 1072, 146]
farmers-col-1	[850, 1836, 1000, 2106]
akkana-text-cap3: ಪುಸ್ತಕ ಮಳಿಗೆ, ಬಟ್ಟೆ ಮಳಿಗೆ, ಆಭರಣ ಮಳಿಗೆಗಳು ಪಾಟಿಲೆಯರ ಕಣ್ಣನ ಸೆಳೆಯುವಂತಿದ್ದವು. ಮನೆಯ ಅಂದವನ್ನು ಹೆಚ್ಚಿಸುವಿದರ ಜೊತೆಗೆ ಅಲಂಕಾರದ ವ್ಯಕ್ತಿಗಳಿಗೂ ಬಗೆಬಗೆಯ ಕಲಾಕೃತಿಗಳು ಬಗೆಬಗೆಯ ಸಿಹಿಗಳನ್ನು ಕೂಡ ಈ ಮೇಳದಲ್ಲಿ ಇಡಲಾಗಿದ್ದದ್ದು ವಿಶೇಷ.	[1162, 516, 1312, 652]
